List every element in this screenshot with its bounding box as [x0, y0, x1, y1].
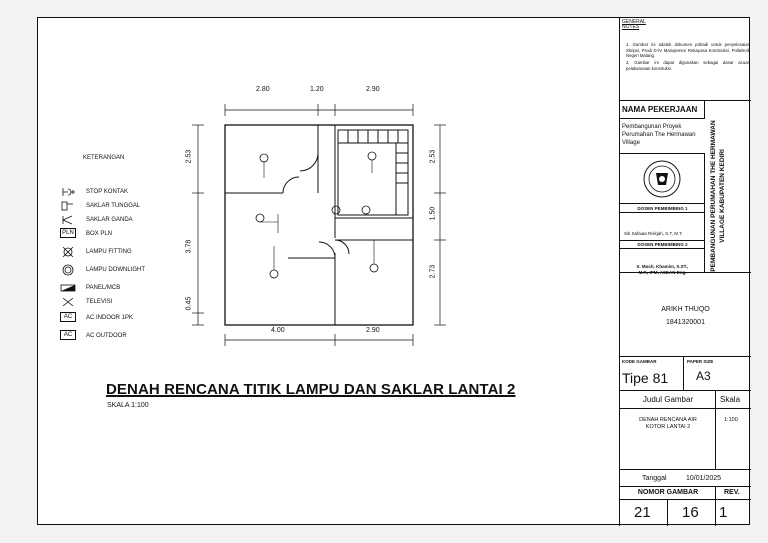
- legend-text: SAKLAR TUNGGAL: [86, 203, 141, 209]
- general-notes-item: 2. Gambar ini dapat digunakan sebagai dasar acuan pelaksanaan konstruksi.: [626, 60, 750, 71]
- tanggal-label: Tanggal: [642, 475, 667, 482]
- lampu-fitting-icon: [60, 246, 76, 258]
- dim-top-1: 2.80: [256, 86, 270, 93]
- code-section: [620, 357, 751, 391]
- dim-left-2: 3.78: [185, 239, 193, 254]
- dim-left-3: 0.45: [185, 296, 193, 311]
- paper-size-label: PAPER SIZE: [687, 359, 714, 364]
- nama-pekerjaan-label: NAMA PEKERJAAN: [622, 105, 698, 114]
- kode-gambar-value: Tipe 81: [622, 370, 669, 386]
- stop-kontak-icon: [60, 186, 76, 198]
- legend-heading: KETERANGAN: [83, 155, 125, 161]
- ac-indoor-icon: AC: [60, 312, 76, 322]
- legend-text: PANEL/MCB: [86, 285, 121, 291]
- rev-value: 1: [719, 504, 728, 521]
- legend-item: [60, 282, 220, 296]
- legend-text: TELEVISI: [86, 299, 113, 305]
- legend-text: AC INDOOR 1PK: [86, 315, 134, 321]
- drawing-scale: SKALA 1:100: [107, 402, 149, 409]
- paper-size-value: A3: [696, 369, 711, 383]
- legend-text: LAMPU DOWNLIGHT: [86, 267, 146, 273]
- judul-body: [620, 409, 751, 470]
- student-section: [620, 273, 751, 357]
- rev-label: REV.: [724, 489, 740, 496]
- legend-item: [60, 330, 220, 344]
- title-block: [619, 18, 751, 526]
- legend-item: [60, 186, 220, 200]
- dosen1-name: Siti Safaiaa Riskjah, S.T, M.T.: [624, 231, 683, 236]
- tanggal-value: 10/01/2025: [686, 475, 722, 482]
- legend-text: BOX PLN: [86, 231, 113, 237]
- saklar-tunggal-icon: [60, 200, 76, 212]
- nomor-gambar-1: 21: [634, 504, 651, 521]
- dim-bottom-1: 4.00: [271, 327, 285, 334]
- dosen2-name-2: M.T., IPM, ASEAN Eng.: [638, 270, 687, 275]
- dim-bottom-2: 2.90: [366, 327, 380, 334]
- skala-label: Skala: [720, 395, 741, 404]
- university-logo: [642, 157, 682, 201]
- legend-text: SAKLAR GANDA: [86, 217, 133, 223]
- skala-value: 1:100: [724, 417, 738, 423]
- legend-item: [60, 264, 220, 278]
- drawing-title: DENAH RENCANA TITIK LAMPU DAN SAKLAR LANTAI 2: [106, 381, 516, 398]
- legend-item: [60, 246, 220, 260]
- televisi-icon: [60, 296, 76, 308]
- general-notes-item: 1. Gambar ini adalah dokumen pribadi untuk penyelesaian Skripsi, Prodi D-IV Manajemen Rekayasa Konstruksi, Politeknik Negeri Malang.: [626, 42, 750, 59]
- legend-item: [60, 228, 220, 242]
- nomor-body: [620, 500, 751, 526]
- ac-outdoor-icon: AC: [60, 330, 76, 340]
- project-vertical-title: PEMBANGUNAN PERUMAHAN THE HERMAWAN VILLAGE KABUPATEN KEDIRI: [710, 120, 726, 272]
- judul-header: [620, 391, 751, 409]
- student-name: ARIKH THUQO: [661, 306, 710, 313]
- box-pln-icon: PLN: [60, 228, 76, 238]
- judul-value: DENAH RENCANA AIR KOTOR LANTAI 2: [639, 417, 697, 430]
- student-nim: 1841320001: [666, 319, 705, 326]
- legend-text: AC OUTDOOR: [86, 333, 127, 339]
- panel-mcb-icon: [60, 282, 76, 294]
- dosen2-label: DOSEN PEMBIMBING 2: [620, 240, 705, 249]
- kode-gambar-label: KODE GAMBAR: [622, 359, 657, 364]
- dosen2-name-1: Ir. Moch. Khamim, S.ST.,: [636, 264, 689, 269]
- nomor-gambar-2: 16: [682, 504, 699, 521]
- dim-top-2: 1.20: [310, 86, 324, 93]
- nomor-header: [620, 487, 751, 500]
- dim-top-3: 2.90: [366, 86, 380, 93]
- nomor-gambar-label: NOMOR GAMBAR: [637, 489, 699, 496]
- project-section: [620, 101, 751, 273]
- legend-text: STOP KONTAK: [86, 189, 129, 195]
- tanggal-row: [620, 470, 751, 487]
- nama-pekerjaan-value: Pembangunan Proyek Perumahan The Hermawan Village: [622, 124, 696, 146]
- dosen1-label: DOSEN PEMBIMBING 1: [620, 206, 705, 213]
- legend-item: [60, 214, 220, 228]
- drawing-sheet: [37, 17, 750, 525]
- general-notes-heading: GENERAL NOTES: [622, 19, 646, 30]
- legend-text: LAMPU FITTING: [86, 249, 132, 255]
- dim-right-1: 2.53: [429, 149, 437, 164]
- dim-right-3: 2.73: [429, 264, 437, 279]
- judul-label: Judul Gambar: [642, 395, 694, 404]
- saklar-ganda-icon: [60, 214, 76, 226]
- legend-item: [60, 200, 220, 214]
- lampu-downlight-icon: [60, 264, 76, 276]
- legend-item: [60, 312, 220, 326]
- legend-item: [60, 296, 220, 310]
- general-notes: [620, 18, 751, 101]
- dim-left-1: 2.53: [185, 149, 193, 164]
- dim-right-2: 1.50: [429, 206, 437, 221]
